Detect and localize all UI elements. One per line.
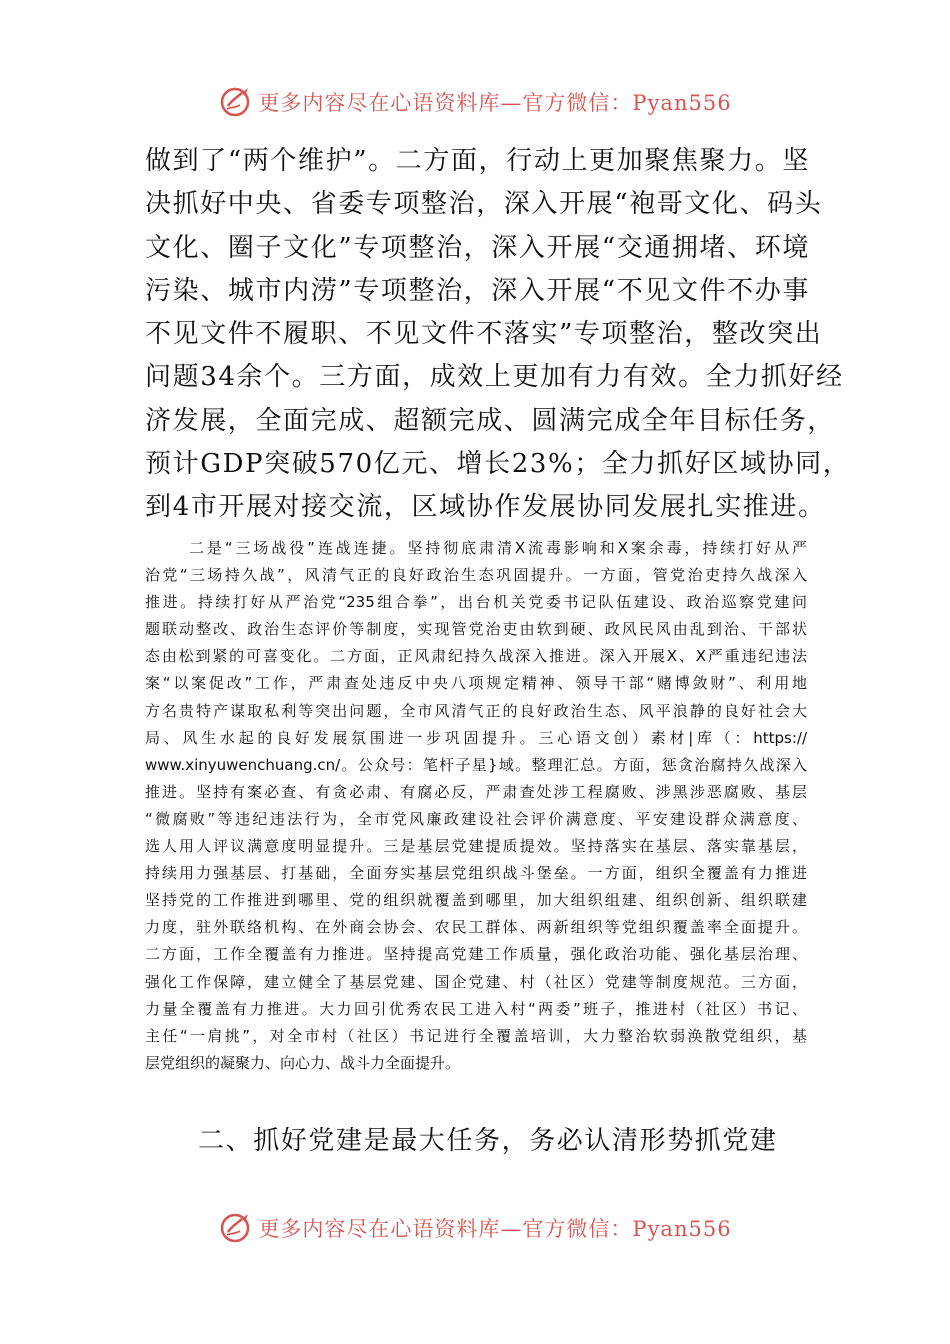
small-paragraph-line: “微腐败”等违纪违法行为，全市党风廉政建设社会评价满意度、平安建设群众满意度、: [145, 809, 807, 828]
small-paragraph-line: 强化工作保障，建立健全了基层党建、国企党建、村（社区）党建等制度规范。三方面，: [145, 972, 807, 991]
header-banner: [0, 82, 950, 122]
large-paragraph-line: 问题34余个。三方面，成效上更加有力有效。全力抓好经: [145, 362, 844, 393]
small-paragraph-line: 推进。持续打好从严治党“235组合拳”，出台机关党委书记队伍建设、政治巡察党建问: [145, 593, 807, 612]
small-paragraph-line: www.xinyuwenchuang.cn/。公众号：笔杆子星}域。整理汇总。方面，惩贪治腐持久战深入: [145, 755, 807, 774]
pen-logo-icon: [218, 1210, 254, 1246]
small-paragraph-line: 案“以案促改”工作，严肃查处违反中央八项规定精神、领导干部“赌博敛财”、利用地: [145, 674, 807, 693]
small-paragraph-line: 选人用人评议满意度明显提升。三是基层党建提质提效。坚持落实在基层、落实靠基层，: [145, 837, 807, 856]
small-paragraph: [145, 535, 807, 1077]
small-paragraph-line: 方名贵特产谋取私利等突出问题，全市风清气正的良好政治生态、风平浪静的良好社会大: [145, 701, 807, 720]
small-paragraph-line: 力度，驻外联络机构、在外商会协会、农民工群体、两新组织等党组织覆盖率全面提升。: [145, 918, 807, 937]
small-paragraph-line: 题联动整改、政治生态评价等制度，实现管党治吏由软到硬、政风民风由乱到治、干部状: [145, 620, 807, 639]
small-paragraph-line: 态由松到紧的可喜变化。二方面，正风肃纪持久战深入推进。深入开展X、X严重违纪违法: [145, 647, 807, 666]
small-paragraph-line: 局、风生水起的良好发展氛围进一步巩固提升。三心语文创）素材|库（：https://: [145, 728, 807, 747]
small-paragraph-line: 持续用力强基层、打基础，全面夯实基层党组织战斗堡垒。一方面，组织全覆盖有力推进: [145, 864, 807, 883]
section-heading: 二、抓好党建是最大任务，务必认清形势抓党建: [198, 1126, 778, 1156]
large-paragraph-line: 济发展，全面完成、超额完成、圆满完成全年目标任务，: [145, 405, 836, 436]
large-paragraph-line: 做到了“两个维护”。二方面，行动上更加聚焦聚力。坚: [145, 146, 810, 176]
small-paragraph-line: 主任“一肩挑”，对全市村（社区）书记进行全覆盖培训，大力整治软弱涣散党组织，基: [145, 1026, 807, 1045]
small-paragraph-line: 坚持党的工作推进到哪里、党的组织就覆盖到哪里，加大组织组建、组织创新、组织联建: [145, 891, 807, 910]
small-paragraph-line: 二方面，工作全覆盖有力推进。坚持提高党建工作质量，强化政治功能、强化基层治理、: [145, 945, 807, 964]
footer-banner-text: 更多内容尽在心语资料库—官方微信：Pyan556: [258, 1217, 732, 1241]
small-paragraph-line: 力量全覆盖有力推进。大力回引优秀农民工进入村“两委”班子，推进村（社区）书记、: [145, 999, 807, 1018]
large-paragraph-line: 决抓好中央、省委专项整治，深入开展“袍哥文化、码头: [145, 189, 823, 220]
small-paragraph-line: 推进。坚持有案必查、有贪必肃、有腐必反，严肃查处涉工程腐败、涉黑涉恶腐败、基层: [145, 782, 807, 801]
pen-logo-icon: [218, 84, 254, 120]
small-paragraph-line: 治党“三场持久战”，风清气正的良好政治生态巩固提升。一方面，管党治吏持久战深入: [145, 566, 807, 585]
small-paragraph-line: 二是“三场战役”连战连捷。坚持彻底肃清X流毒影响和X案余毒，持续打好从严: [189, 539, 807, 557]
footer-banner: [0, 1208, 950, 1248]
large-paragraph: [145, 140, 851, 530]
large-paragraph-line: 不见文件不履职、不见文件不落实”专项整治，整改突出: [145, 319, 823, 350]
large-paragraph-line: 到4市开展对接交流，区域协作发展协同发展扎实推进。: [145, 492, 826, 523]
header-banner-text: 更多内容尽在心语资料库—官方微信：Pyan556: [258, 91, 732, 115]
small-paragraph-line: 层党组织的凝聚力、向心力、战斗力全面提升。: [145, 1053, 461, 1072]
large-paragraph-line: 预计GDP突破570亿元、增长23%；全力抓好区域协同，: [145, 449, 851, 480]
large-paragraph-line: 污染、城市内涝”专项整治，深入开展“不见文件不办事: [145, 275, 810, 306]
large-paragraph-line: 文化、圈子文化”专项整治，深入开展“交通拥堵、环境: [145, 232, 810, 263]
